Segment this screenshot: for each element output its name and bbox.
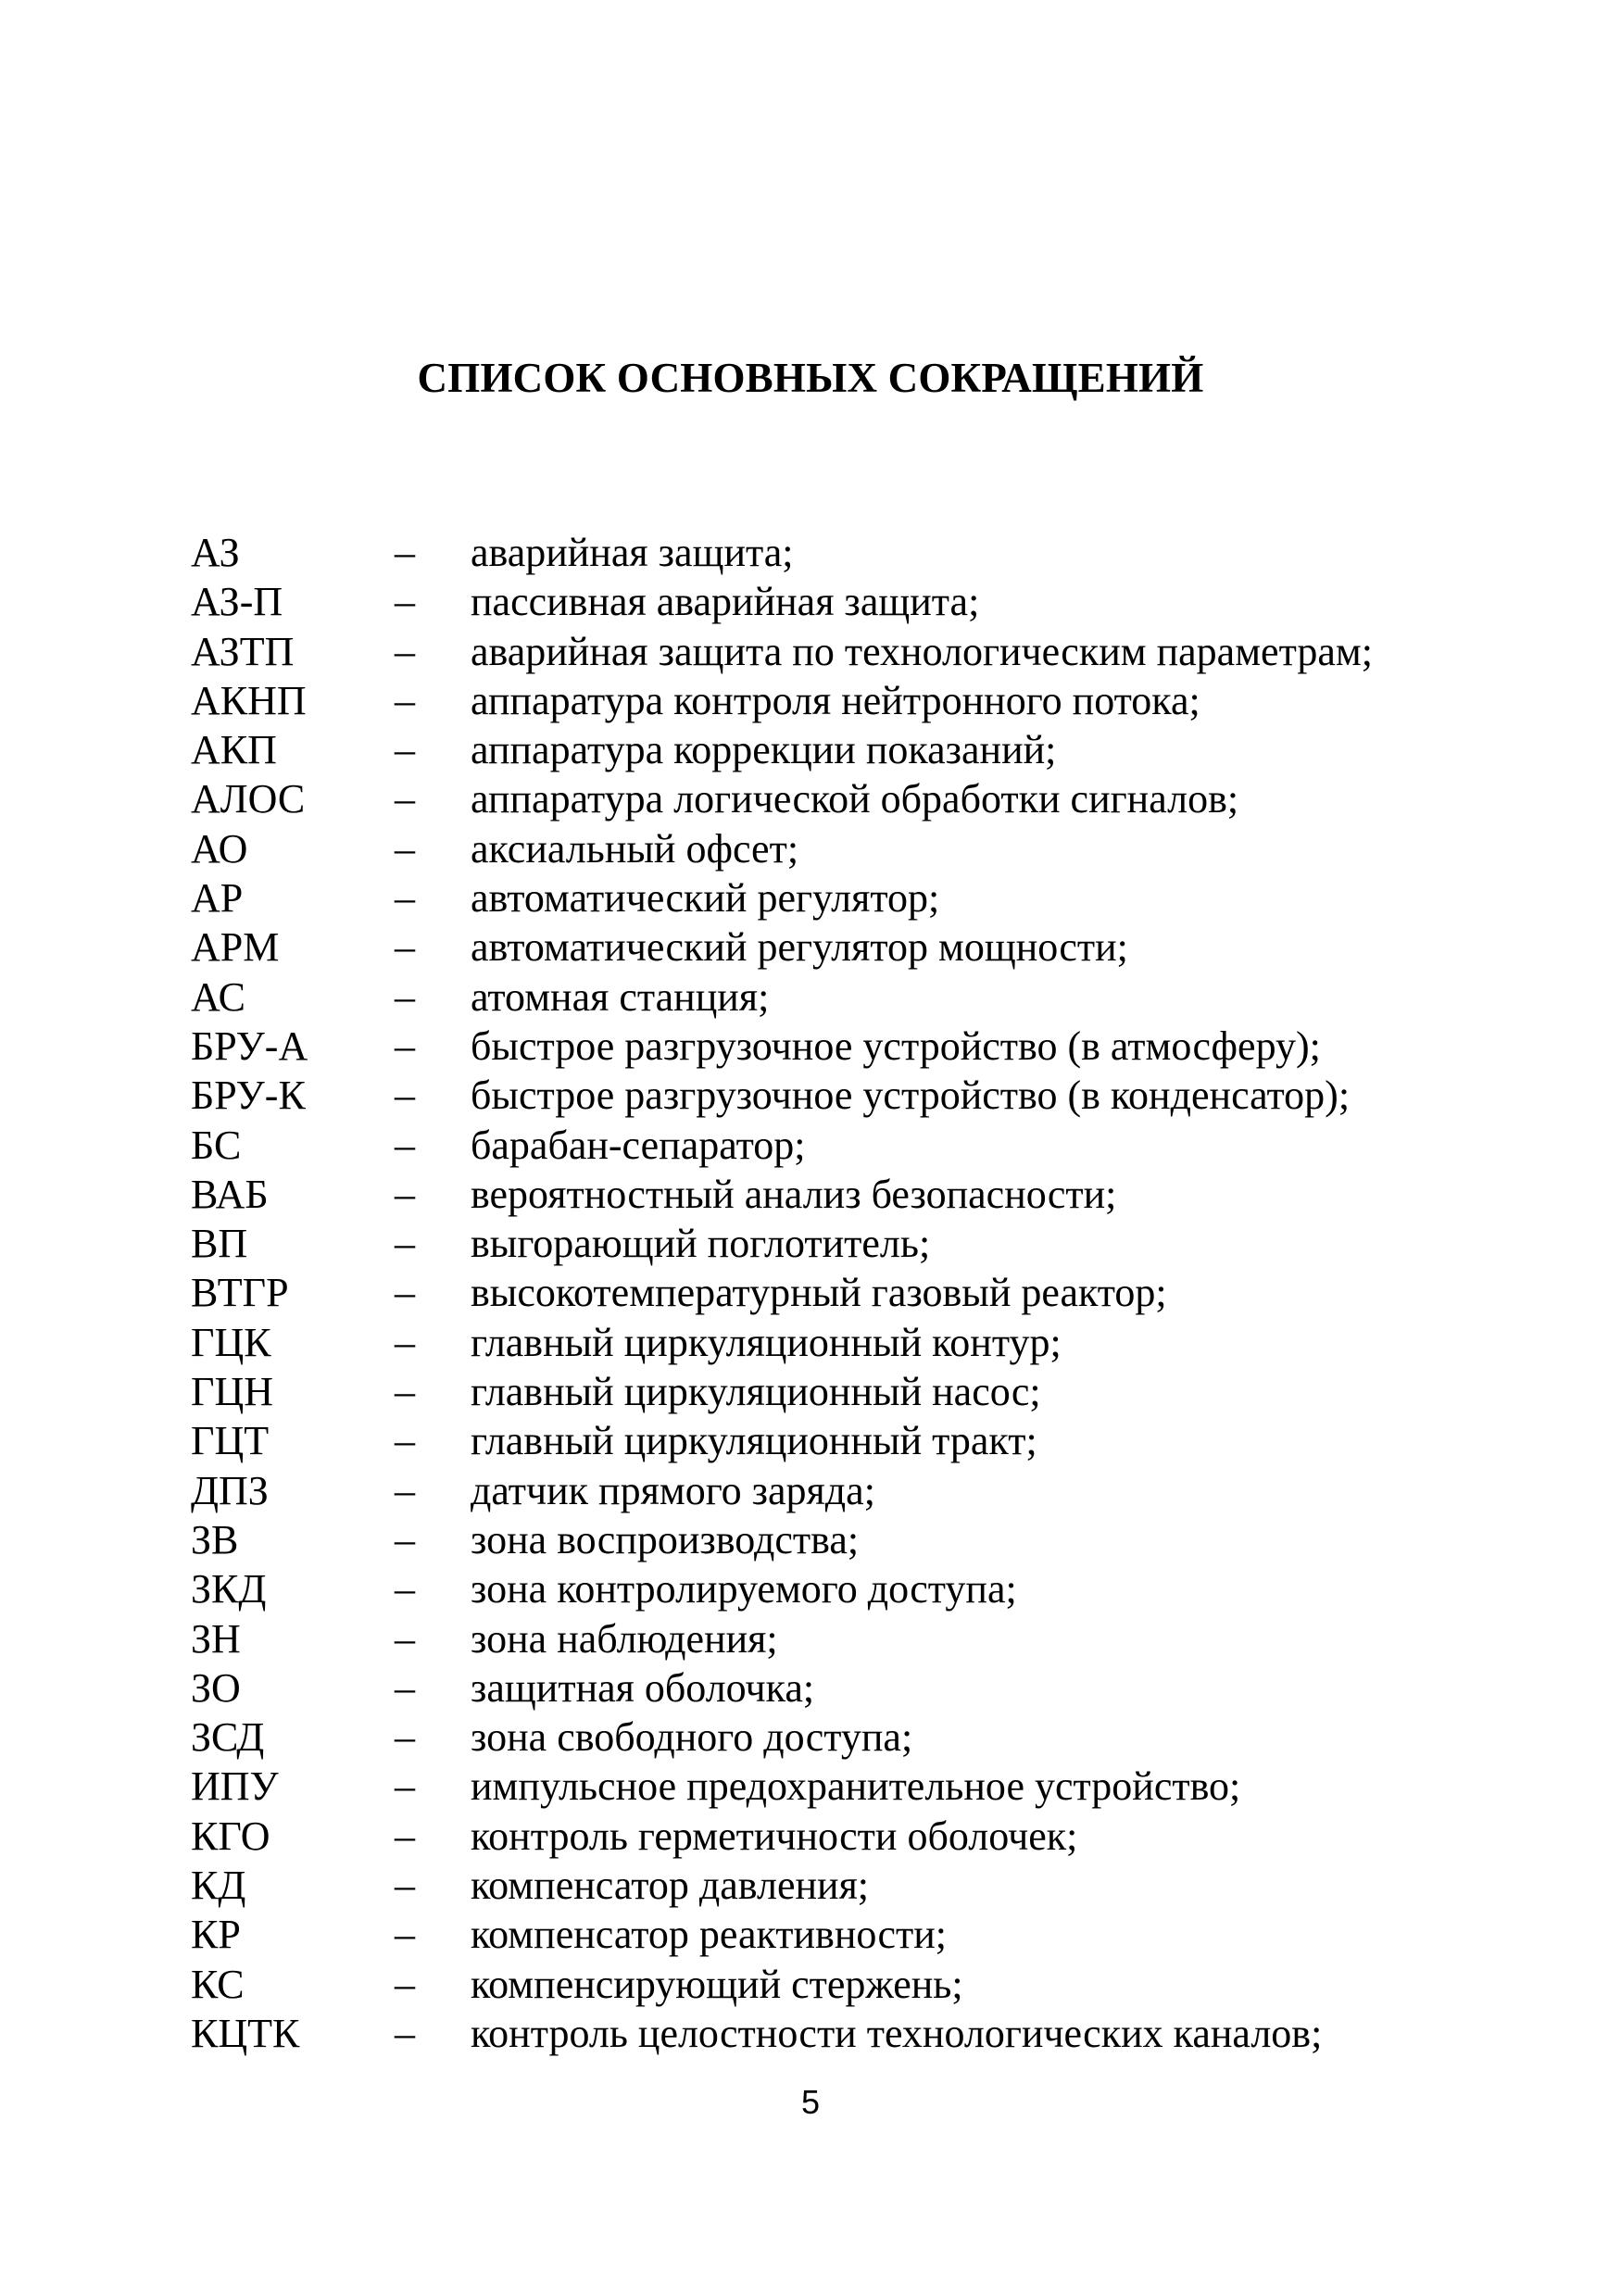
list-item bbox=[191, 1367, 1525, 1416]
dash-separator: – bbox=[395, 1516, 415, 1562]
abbreviation-definition: аварийная защита по технологическим параметрам; bbox=[471, 628, 1373, 674]
dash-separator: – bbox=[395, 924, 415, 971]
dash-separator: – bbox=[395, 1467, 415, 1513]
list-item bbox=[191, 774, 1525, 823]
list-item bbox=[191, 577, 1525, 626]
list-item bbox=[191, 1960, 1525, 2009]
abbreviation-definition: компенсатор реактивности; bbox=[471, 1912, 947, 1958]
abbreviation-term: КЦТК bbox=[191, 2010, 300, 2056]
list-item bbox=[191, 1663, 1525, 1713]
abbreviation-definition: высокотемпературный газовый реактор; bbox=[471, 1270, 1167, 1316]
list-item bbox=[191, 1219, 1525, 1268]
abbreviation-term: ЗКД bbox=[191, 1566, 267, 1612]
list-item bbox=[191, 972, 1525, 1022]
abbreviation-definition: зона воспроизводства; bbox=[471, 1516, 860, 1562]
abbreviation-definition: пассивная аварийная защита; bbox=[471, 579, 980, 625]
abbreviation-term: БРУ-А bbox=[191, 1023, 308, 1069]
list-item bbox=[191, 2009, 1525, 2058]
abbreviation-term: АС bbox=[191, 973, 245, 1020]
abbreviation-definition: импульсное предохранительное устройство; bbox=[471, 1763, 1241, 1810]
dash-separator: – bbox=[395, 875, 415, 922]
abbreviation-term: ГЦК bbox=[191, 1319, 271, 1365]
dash-separator: – bbox=[395, 727, 415, 773]
dash-separator: – bbox=[395, 677, 415, 723]
list-item bbox=[191, 1268, 1525, 1317]
abbreviation-definition: датчик прямого заряда; bbox=[471, 1467, 875, 1513]
list-item bbox=[191, 1170, 1525, 1219]
dash-separator: – bbox=[395, 1369, 415, 1415]
dash-separator: – bbox=[395, 1221, 415, 1267]
dash-separator: – bbox=[395, 2010, 415, 2056]
dash-separator: – bbox=[395, 1270, 415, 1316]
dash-separator: – bbox=[395, 1023, 415, 1069]
dash-separator: – bbox=[395, 1615, 415, 1662]
list-item bbox=[191, 824, 1525, 873]
list-item bbox=[191, 676, 1525, 725]
list-item bbox=[191, 1861, 1525, 1910]
list-item bbox=[191, 1762, 1525, 1811]
page-number: 5 bbox=[800, 2083, 821, 2121]
abbreviation-list bbox=[191, 528, 1525, 2058]
list-item bbox=[191, 725, 1525, 774]
abbreviation-definition: барабан-сепаратор; bbox=[471, 1122, 806, 1168]
abbreviation-definition: автоматический регулятор; bbox=[471, 875, 940, 922]
abbreviation-term: ЗН bbox=[191, 1615, 241, 1662]
abbreviation-term: АКНП bbox=[191, 677, 307, 723]
list-item bbox=[191, 1022, 1525, 1071]
list-item bbox=[191, 1515, 1525, 1564]
abbreviation-definition: зона наблюдения; bbox=[471, 1615, 778, 1662]
abbreviation-term: ВП bbox=[191, 1221, 248, 1267]
page-title: СПИСОК ОСНОВНЫХ СОКРАЩЕНИЙ bbox=[417, 355, 1204, 401]
list-item bbox=[191, 922, 1525, 972]
dash-separator: – bbox=[395, 1912, 415, 1958]
abbreviation-term: КР bbox=[191, 1912, 241, 1958]
dash-separator: – bbox=[395, 825, 415, 872]
abbreviation-term: АЗ bbox=[191, 530, 240, 575]
abbreviation-definition: главный циркуляционный тракт; bbox=[471, 1418, 1037, 1464]
list-item bbox=[191, 1121, 1525, 1170]
abbreviation-term: ВТГР bbox=[191, 1270, 289, 1316]
abbreviation-term: БРУ-К bbox=[191, 1073, 306, 1119]
abbreviation-definition: аппаратура коррекции показаний; bbox=[471, 727, 1057, 773]
abbreviation-definition: вероятностный анализ безопасности; bbox=[471, 1171, 1117, 1217]
dash-separator: – bbox=[395, 1714, 415, 1761]
dash-separator: – bbox=[395, 1961, 415, 2007]
abbreviation-term: АЛОС bbox=[191, 776, 306, 822]
abbreviation-definition: аварийная защита; bbox=[471, 530, 794, 575]
dash-separator: – bbox=[395, 1863, 415, 1909]
abbreviation-definition: зона контролируемого доступа; bbox=[471, 1566, 1017, 1612]
abbreviation-term: АРМ bbox=[191, 924, 280, 971]
dash-separator: – bbox=[395, 776, 415, 822]
dash-separator: – bbox=[395, 530, 415, 575]
abbreviation-definition: главный циркуляционный контур; bbox=[471, 1319, 1062, 1365]
list-item bbox=[191, 528, 1525, 577]
dash-separator: – bbox=[395, 1319, 415, 1365]
list-item bbox=[191, 873, 1525, 922]
abbreviation-term: АКП bbox=[191, 727, 277, 773]
abbreviation-term: КС bbox=[191, 1961, 245, 2007]
abbreviation-term: ГЦТ bbox=[191, 1418, 270, 1464]
abbreviation-definition: контроль герметичности оболочек; bbox=[471, 1813, 1078, 1859]
list-item bbox=[191, 1416, 1525, 1465]
list-item bbox=[191, 1564, 1525, 1613]
abbreviation-definition: аксиальный офсет; bbox=[471, 825, 799, 872]
abbreviation-definition: быстрое разгрузочное устройство (в конденсатор); bbox=[471, 1073, 1351, 1119]
dash-separator: – bbox=[395, 1122, 415, 1168]
list-item bbox=[191, 1812, 1525, 1861]
abbreviation-definition: атомная станция; bbox=[471, 973, 770, 1020]
dash-separator: – bbox=[395, 973, 415, 1020]
list-item bbox=[191, 1713, 1525, 1762]
abbreviation-term: ЗВ bbox=[191, 1516, 239, 1562]
dash-separator: – bbox=[395, 579, 415, 625]
abbreviation-definition: компенсатор давления; bbox=[471, 1863, 870, 1909]
abbreviation-definition: быстрое разгрузочное устройство (в атмосферу); bbox=[471, 1023, 1321, 1069]
list-item bbox=[191, 1071, 1525, 1120]
dash-separator: – bbox=[395, 1171, 415, 1217]
abbreviation-term: КГО bbox=[191, 1813, 270, 1859]
dash-separator: – bbox=[395, 1664, 415, 1711]
abbreviation-definition: выгорающий поглотитель; bbox=[471, 1221, 931, 1267]
dash-separator: – bbox=[395, 1418, 415, 1464]
dash-separator: – bbox=[395, 1073, 415, 1119]
abbreviation-definition: главный циркуляционный насос; bbox=[471, 1369, 1041, 1415]
list-item bbox=[191, 1466, 1525, 1515]
abbreviation-definition: аппаратура контроля нейтронного потока; bbox=[471, 677, 1200, 723]
list-item bbox=[191, 1910, 1525, 1959]
abbreviation-term: ГЦН bbox=[191, 1369, 273, 1415]
abbreviation-term: ВАБ bbox=[191, 1171, 269, 1217]
abbreviation-term: АО bbox=[191, 825, 248, 872]
abbreviation-term: ЗСД bbox=[191, 1714, 265, 1761]
abbreviation-definition: защитная оболочка; bbox=[471, 1664, 815, 1711]
dash-separator: – bbox=[395, 1566, 415, 1612]
list-item bbox=[191, 1614, 1525, 1663]
abbreviation-term: АЗТП bbox=[191, 628, 295, 674]
abbreviation-term: ДПЗ bbox=[191, 1467, 269, 1513]
abbreviation-definition: зона свободного доступа; bbox=[471, 1714, 913, 1761]
abbreviation-term: АР bbox=[191, 875, 244, 922]
abbreviation-term: КД bbox=[191, 1863, 246, 1909]
abbreviation-term: ЗО bbox=[191, 1664, 241, 1711]
abbreviation-definition: контроль целостности технологических каналов; bbox=[471, 2010, 1323, 2056]
abbreviation-term: ИПУ bbox=[191, 1763, 279, 1810]
dash-separator: – bbox=[395, 628, 415, 674]
list-item bbox=[191, 627, 1525, 676]
abbreviation-definition: автоматический регулятор мощности; bbox=[471, 924, 1128, 971]
abbreviation-term: АЗ-П bbox=[191, 579, 283, 625]
list-item bbox=[191, 1318, 1525, 1367]
abbreviation-term: БС bbox=[191, 1122, 242, 1168]
dash-separator: – bbox=[395, 1813, 415, 1859]
dash-separator: – bbox=[395, 1763, 415, 1810]
abbreviation-definition: аппаратура логической обработки сигналов; bbox=[471, 776, 1239, 822]
abbreviation-definition: компенсирующий стержень; bbox=[471, 1961, 963, 2007]
